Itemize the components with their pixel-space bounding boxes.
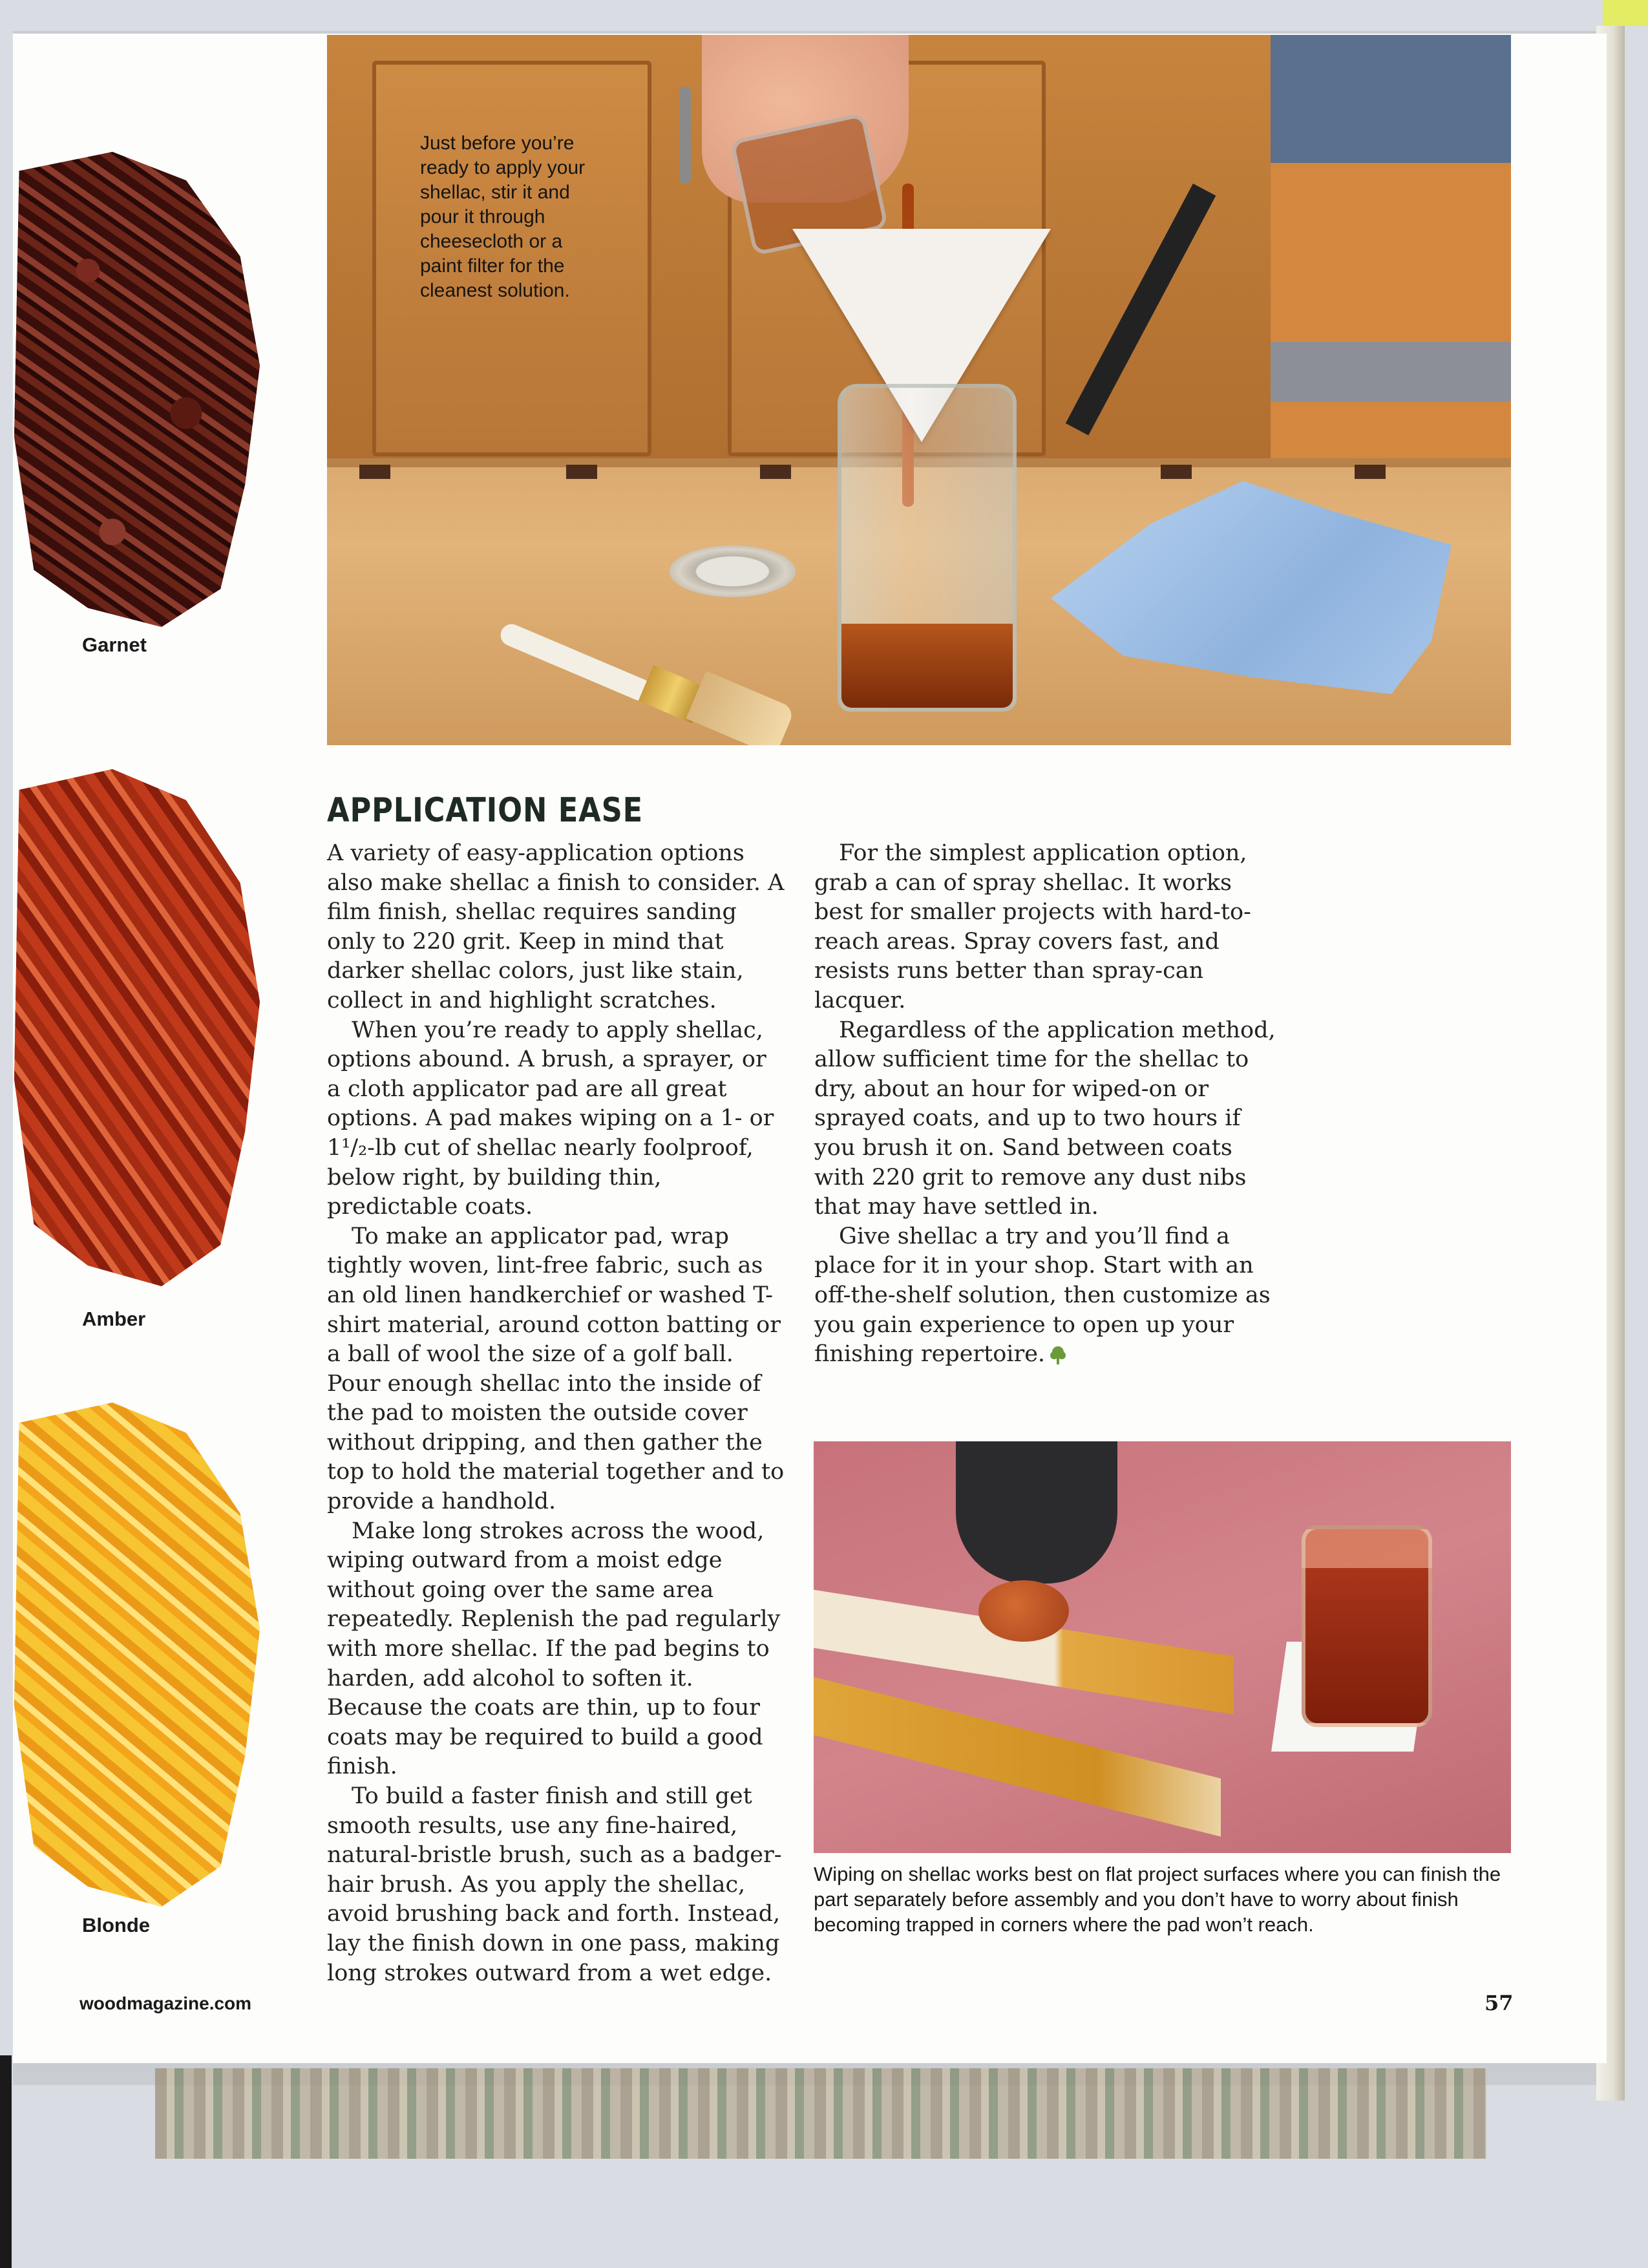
cabinet-handle [679,87,691,184]
paragraph: To build a faster finish and still get smooth results, use any fine-haired, natural-bristle brush, such as a badger-hair brush. As you apply the shellac, avoid brushing back and forth. Instead, lay the finish down in one pass, making long strokes outward from a wet edge. [327,1783,782,1986]
paragraph-last [814,1222,1280,1370]
paragraph-text: Give shellac a try and you’ll find a place for it in your shop. Start with an off-the-shelf solution, then customize as you gain experience to open up your finishing repertoire. [814,1223,1271,1368]
scan-edge [0,2055,12,2268]
pouring-shellac-photo [327,35,1511,745]
underlying-page-strip [155,2068,1486,2159]
shellac-jar [1302,1525,1432,1727]
top-photo-caption: Just before you’re ready to apply your shellac, stir it and pour it through cheesecloth or a paint filter for the cleanest solution. [420,132,586,301]
article-right-column [814,839,1280,1370]
paragraph: A variety of easy-application options also make shellac a finish to consider. A film finish, shellac requires sanding only to 220 grit. Keep in mind that darker shellac colors, just like stain, collect in and highlight scratches. [327,840,785,1013]
swatch-label-garnet: Garnet [82,633,147,656]
paragraph: When you’re ready to apply shellac, options abound. A brush, a sprayer, or a cloth applicator pad are all great options. A pad makes wiping on a 1- or 1¹/₂-lb cut of shellac nearly foolproof, below right, by building thin, predictable coats. [327,1017,774,1220]
jar-lid [670,546,796,597]
footer-website: woodmagazine.com [79,1993,252,2013]
tree-icon [1050,1346,1066,1365]
page-number: 57 [1484,1991,1514,2015]
paragraph: For the simplest application option, grab a can of spray shellac. It works best for smaller projects with hard-to-reach areas. Spray covers fast, and resists runs better than spray-can lacquer. [814,840,1251,1013]
article-left-column [327,839,786,1988]
mason-jar [838,384,1017,712]
applicator-pad [978,1580,1069,1642]
paragraph: Regardless of the application method, allow sufficient time for the shellac to dry, about an hour for wiped-on or sprayed coats, and up to two hours if you brush it on. Sand between coats with 220 grit to remove any dust nibs that may have settled in. [814,1017,1276,1220]
bottom-photo-caption: Wiping on shellac works best on flat project surfaces where you can finish the part separately before assembly and you don’t have to worry about finish becoming trapped in corners where the pad won’t reach. [814,1863,1501,1936]
paragraph: Make long strokes across the wood, wiping outward from a moist edge without going over the same area repeatedly. Replenish the pad regularly with more shellac. If the pad begins to harden, add alcohol to soften it. Because the coats are thin, up to four coats may be required to build a good finish. [327,1518,781,1780]
gloved-hand [956,1441,1117,1584]
section-heading: APPLICATION EASE [327,791,644,830]
swatch-label-amber: Amber [82,1308,146,1330]
page-corner-tab [1603,0,1648,26]
apron [1271,35,1511,461]
swatch-label-blonde: Blonde [82,1914,151,1936]
wiping-shellac-photo [814,1441,1511,1853]
paragraph: To make an applicator pad, wrap tightly woven, lint-free fabric, such as an old linen handkerchief or washed T-shirt material, around cotton batting or a ball of wool the size of a golf ball. Pour enough shellac into the inside of the pad to moisten the outside cover without dripping, and then gather the top to hold the material together and to provide a handhold. [327,1223,785,1515]
